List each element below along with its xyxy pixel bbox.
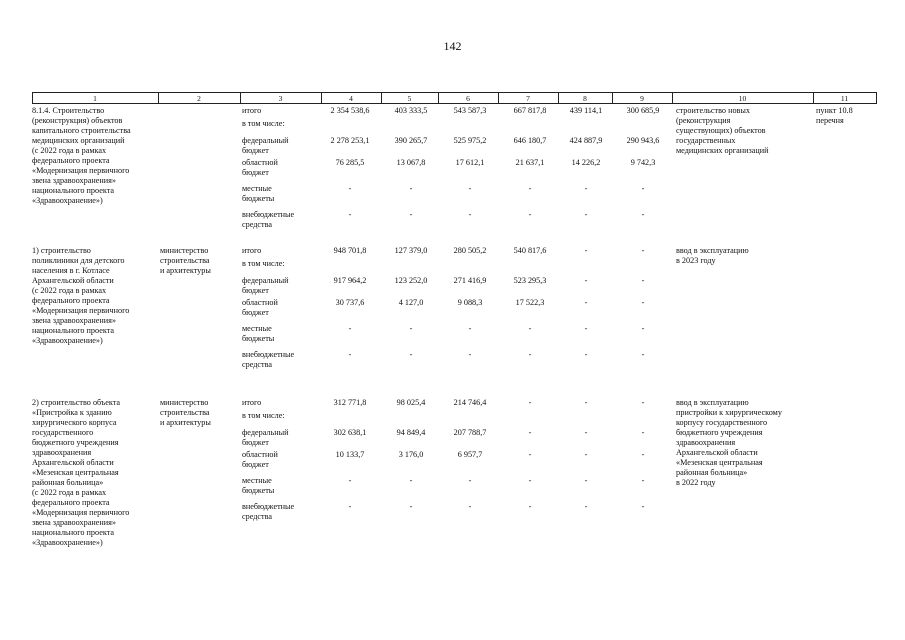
funding-value: - <box>468 476 472 485</box>
funding-value: 390 265,7 <box>394 136 428 145</box>
funding-value: - <box>584 476 588 485</box>
funding-value: - <box>641 350 645 359</box>
funding-source-label: внебюджетные средства <box>242 210 295 229</box>
funding-value: - <box>584 350 588 359</box>
funding-value: 3 176,0 <box>398 450 424 459</box>
funding-value: - <box>348 502 352 511</box>
funding-value: - <box>584 398 588 407</box>
funding-source-label: внебюджетные средства <box>242 350 295 369</box>
funding-value: 424 887,9 <box>569 136 603 145</box>
funding-value: 17 612,1 <box>455 158 485 167</box>
funding-value: - <box>468 210 472 219</box>
header-divider <box>876 92 877 104</box>
header-cell: 7 <box>526 94 530 103</box>
funding-value: - <box>409 210 413 219</box>
funding-value: - <box>584 428 588 437</box>
funding-value: - <box>641 450 645 459</box>
funding-value: 123 252,0 <box>394 276 428 285</box>
funding-value: 540 817,6 <box>513 246 547 255</box>
reference-note: пункт 10.8 перечня <box>816 106 853 125</box>
funding-source-label: внебюджетные средства <box>242 502 295 521</box>
funding-value: 9 088,3 <box>457 298 483 307</box>
funding-value: - <box>409 476 413 485</box>
funding-source-label: итого <box>242 106 262 115</box>
funding-value: - <box>641 246 645 255</box>
funding-value: - <box>641 502 645 511</box>
funding-value: - <box>641 276 645 285</box>
funding-value: 2 278 253,1 <box>330 136 370 145</box>
funding-value: - <box>584 246 588 255</box>
funding-source-label: в том числе: <box>242 411 285 420</box>
funding-value: - <box>584 184 588 193</box>
funding-source-label: федеральный бюджет <box>242 276 289 295</box>
funding-source-label: местные бюджеты <box>242 324 275 343</box>
header-cell: 1 <box>93 94 97 103</box>
funding-value: 76 285,5 <box>335 158 365 167</box>
funding-value: - <box>584 276 588 285</box>
funding-value: - <box>528 502 532 511</box>
funding-source-label: федеральный бюджет <box>242 428 289 447</box>
funding-source-label: итого <box>242 246 262 255</box>
funding-value: 439 114,1 <box>569 106 603 115</box>
header-cell: 11 <box>840 94 849 103</box>
funding-value: 403 333,5 <box>394 106 428 115</box>
funding-value: 646 180,7 <box>513 136 547 145</box>
funding-value: 13 067,8 <box>396 158 426 167</box>
page-number: 142 <box>443 39 462 53</box>
funding-value: 543 587,3 <box>453 106 487 115</box>
funding-source-label: федеральный бюджет <box>242 136 289 155</box>
funding-value: - <box>409 184 413 193</box>
funding-value: 21 637,1 <box>515 158 545 167</box>
funding-value: 9 742,3 <box>630 158 656 167</box>
funding-value: 207 788,7 <box>453 428 487 437</box>
funding-value: - <box>641 398 645 407</box>
funding-value: - <box>528 398 532 407</box>
funding-value: 312 771,8 <box>333 398 367 407</box>
funding-value: - <box>528 324 532 333</box>
funding-value: - <box>528 476 532 485</box>
funding-value: - <box>409 350 413 359</box>
expected-result: ввод в эксплуатацию в 2023 году <box>676 246 749 265</box>
item-description: 8.1.4. Строительство (реконструкция) объектов капитального строительства медицинских организаций (с 2022 года в рамках федерального проекта «Модернизация первичного звена здравоохранения» национального проекта «Здравоохранение») <box>32 106 131 205</box>
item-executor: министерство строительства и архитектуры <box>160 398 211 427</box>
funding-value: - <box>409 324 413 333</box>
funding-value: - <box>641 476 645 485</box>
header-cell: 3 <box>278 94 283 103</box>
funding-value: - <box>641 428 645 437</box>
funding-value: 302 638,1 <box>333 428 367 437</box>
funding-value: - <box>348 324 352 333</box>
funding-value: 290 943,6 <box>626 136 660 145</box>
item-description: 2) строительство объекта «Пристройка к зданию хирургического корпуса государственного бюджетного учреждения здравоохранения Архангельской области «Мезенская центральная районная больница» (с 2022 года в рамках федерального проекта «Модернизация первичного звена здравоохранения» национального проекта «Здравоохранение») <box>32 398 130 547</box>
funding-value: - <box>468 184 472 193</box>
funding-value: - <box>528 428 532 437</box>
item-executor: министерство строительства и архитектуры <box>160 246 211 275</box>
funding-source-label: местные бюджеты <box>242 476 275 495</box>
funding-value: - <box>348 476 352 485</box>
funding-value: 127 379,0 <box>394 246 428 255</box>
funding-value: - <box>584 450 588 459</box>
item-description: 1) строительство поликлиники для детского населения в г. Котласе Архангельской области (с 2022 года в рамках федерального проекта «Модернизация первичного звена здравоохранения» национального проекта «Здравоохранение») <box>32 246 130 345</box>
funding-value: 30 737,6 <box>335 298 365 307</box>
funding-value: 14 226,2 <box>571 158 601 167</box>
funding-value: - <box>641 324 645 333</box>
header-cell: 8 <box>583 94 587 103</box>
funding-value: 214 746,4 <box>453 398 487 407</box>
funding-value: - <box>528 210 532 219</box>
funding-value: 523 295,3 <box>513 276 547 285</box>
header-cell: 4 <box>349 94 353 103</box>
funding-value: 94 849,4 <box>396 428 426 437</box>
funding-value: 17 522,3 <box>515 298 545 307</box>
funding-value: 98 025,4 <box>396 398 426 407</box>
funding-source-label: итого <box>242 398 262 407</box>
expected-result: ввод в эксплуатацию пристройки к хирургическому корпусу государственного бюджетного учреждения здравоохранения Архангельской области «Мезенская центральная районная больница» в 2022 году <box>676 398 782 487</box>
funding-value: 10 133,7 <box>335 450 365 459</box>
funding-source-label: областной бюджет <box>242 450 278 469</box>
funding-value: 2 354 538,6 <box>330 106 370 115</box>
header-cell: 6 <box>466 94 470 103</box>
funding-value: - <box>584 324 588 333</box>
funding-value: - <box>641 210 645 219</box>
funding-value: - <box>468 350 472 359</box>
funding-source-label: областной бюджет <box>242 298 278 317</box>
funding-source-label: областной бюджет <box>242 158 278 177</box>
funding-value: 667 817,8 <box>513 106 547 115</box>
funding-value: - <box>468 324 472 333</box>
funding-value: - <box>348 210 352 219</box>
funding-value: - <box>348 350 352 359</box>
funding-value: 917 964,2 <box>333 276 367 285</box>
header-cell: 9 <box>640 94 644 103</box>
funding-value: - <box>584 298 588 307</box>
funding-source-label: в том числе: <box>242 119 285 128</box>
funding-value: - <box>348 184 352 193</box>
funding-value: - <box>528 350 532 359</box>
funding-value: - <box>641 298 645 307</box>
funding-value: - <box>641 184 645 193</box>
funding-value: - <box>584 210 588 219</box>
header-cell: 10 <box>738 94 747 103</box>
funding-value: 948 701,8 <box>333 246 367 255</box>
funding-value: - <box>584 502 588 511</box>
funding-value: 300 685,9 <box>626 106 660 115</box>
funding-value: 525 975,2 <box>453 136 487 145</box>
funding-source-label: в том числе: <box>242 259 285 268</box>
expected-result: строительство новых (реконструкция существующих) объектов государственных медицинских организаций <box>676 106 769 155</box>
header-cell: 5 <box>407 94 412 103</box>
header-cell: 2 <box>197 94 201 103</box>
funding-value: 6 957,7 <box>457 450 483 459</box>
funding-value: - <box>468 502 472 511</box>
funding-value: - <box>528 184 532 193</box>
funding-value: - <box>409 502 413 511</box>
funding-value: 4 127,0 <box>398 298 424 307</box>
funding-value: 280 505,2 <box>453 246 487 255</box>
funding-value: 271 416,9 <box>453 276 487 285</box>
funding-source-label: местные бюджеты <box>242 184 275 203</box>
funding-value: - <box>528 450 532 459</box>
